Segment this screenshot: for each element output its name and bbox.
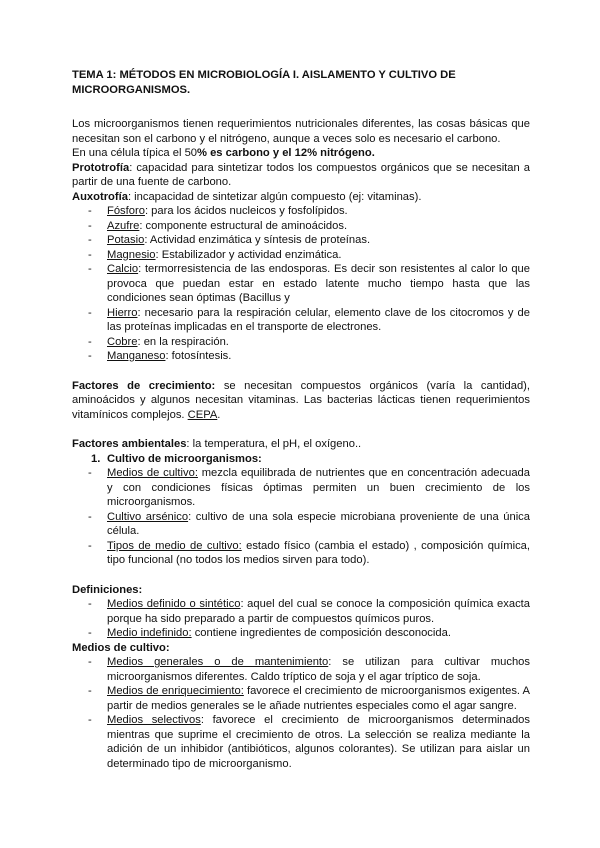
auxotrofia-definition: Auxotrofía: incapacidad de sintetizar algún compuesto (ej: vitaminas). <box>72 190 422 203</box>
auxotrofia-term: Auxotrofía <box>72 190 128 203</box>
list-item: - Medios de enriquecimiento: favorece el crecimiento de microorganismos exigentes. A partir de medios generales se le añade nutrientes especiales como el agar sangre. <box>88 684 530 713</box>
factores-crecimiento-term: Factores de crecimiento: <box>72 379 216 392</box>
factores-ambientales-paragraph: Factores ambientales: la temperatura, el pH, el oxígeno.. <box>72 438 362 450</box>
cepa-link[interactable]: CEPA <box>187 408 218 421</box>
list-item: - Calcio: termorresistencia de las endosporas. Es decir son resistentes al calor lo que provoca que puedan estar en estado latente mucho tiempo hasta que las condiciones sean óptimas (Bacillus y <box>88 262 530 306</box>
list-item: - Medio indefinido: contiene ingredientes de composición desconocida. <box>88 626 530 641</box>
list-item: - Hierro: necesario para la respiración celular, elemento clave de los citocromos y de las proteínas implicadas en el transporte de electrones. <box>88 306 530 335</box>
list-item: - Potasio: Actividad enzimática y síntesis de proteínas. <box>88 233 530 248</box>
list-item: - Magnesio: Estabilizador y actividad enzimática. <box>88 248 530 263</box>
list-item: - Cultivo arsénico: cultivo de una sola especie microbiana proveniente de una única célula. <box>88 510 530 539</box>
list-item: - Medios definido o sintético: aquel del cual se conoce la composición química exacta porque ha sido preparado a partir de compuestos químicos puros. <box>88 597 530 626</box>
intro-paragraph: Los microorganismos tienen requerimientos nutricionales diferentes, las cosas básicas que necesitan son el carbono y el nitrógeno, aunque a veces solo es necesario el carbono. <box>72 118 530 145</box>
list-item: - Fósforo: para los ácidos nucleicos y fosfolípidos. <box>88 204 530 219</box>
cultivo-heading: 1. Cultivo de microorganismos: <box>91 452 262 465</box>
medios-list <box>72 655 530 771</box>
definiciones-heading: Definiciones: <box>72 583 143 596</box>
list-item: - Medios selectivos: favorece el crecimiento de microorganismos determinados mientras que suprime el crecimiento de otros. La selección se realiza mediante la adición de un inhibidor (antibióticos, algunos colorantes). Se utilizan para aislar un determinado tipo de microorganismo. <box>88 713 530 771</box>
list-item: - Azufre: componente estructural de aminoácidos. <box>88 219 530 234</box>
factores-crecimiento-paragraph: Factores de crecimiento: se necesitan compuestos orgánicos (varía la cantidad), aminoácidos y algunos necesitan vitaminas. Las bacterias lácticas tienen requerimientos vitamínicos complejos. CEPA. <box>72 379 531 421</box>
cultivo-list <box>72 466 530 568</box>
list-item: - Medios generales o de mantenimiento: se utilizan para cultivar muchos microorganismos diferentes. Caldo tríptico de soja y el agar tríptico de soja. <box>88 655 530 684</box>
cell-composition-line: En una célula típica el 50% es carbono y el 12% nitrógeno. <box>72 147 375 159</box>
list-item: - Tipos de medio de cultivo: estado físico (cambia el estado) , composición química, tipo funcional (no todos los medios sirven para todo). <box>88 539 530 568</box>
medios-heading: Medios de cultivo: <box>72 641 170 654</box>
document-title: TEMA 1: MÉTODOS EN MICROBIOLOGÍA I. AISLAMENTO Y CULTIVO DE MICROORGANISMOS. <box>72 69 456 96</box>
definiciones-list <box>72 597 530 641</box>
prototrofia-term: Prototrofía <box>72 161 130 174</box>
prototrofia-definition: Prototrofía: capacidad para sintetizar todos los compuestos orgánicos que se necesitan a partir de una fuente de carbono. <box>72 161 530 188</box>
list-item: - Cobre: en la respiración. <box>88 335 530 350</box>
elements-list <box>72 204 530 364</box>
list-item: - Manganeso: fotosíntesis. <box>88 349 530 364</box>
list-item: - Medios de cultivo: mezcla equilibrada de nutrientes que en concentración adecuada y con condiciones físicas óptimas permiten un buen crecimiento de los microorganismos. <box>88 466 530 510</box>
factores-ambientales-term: Factores ambientales <box>72 438 187 450</box>
